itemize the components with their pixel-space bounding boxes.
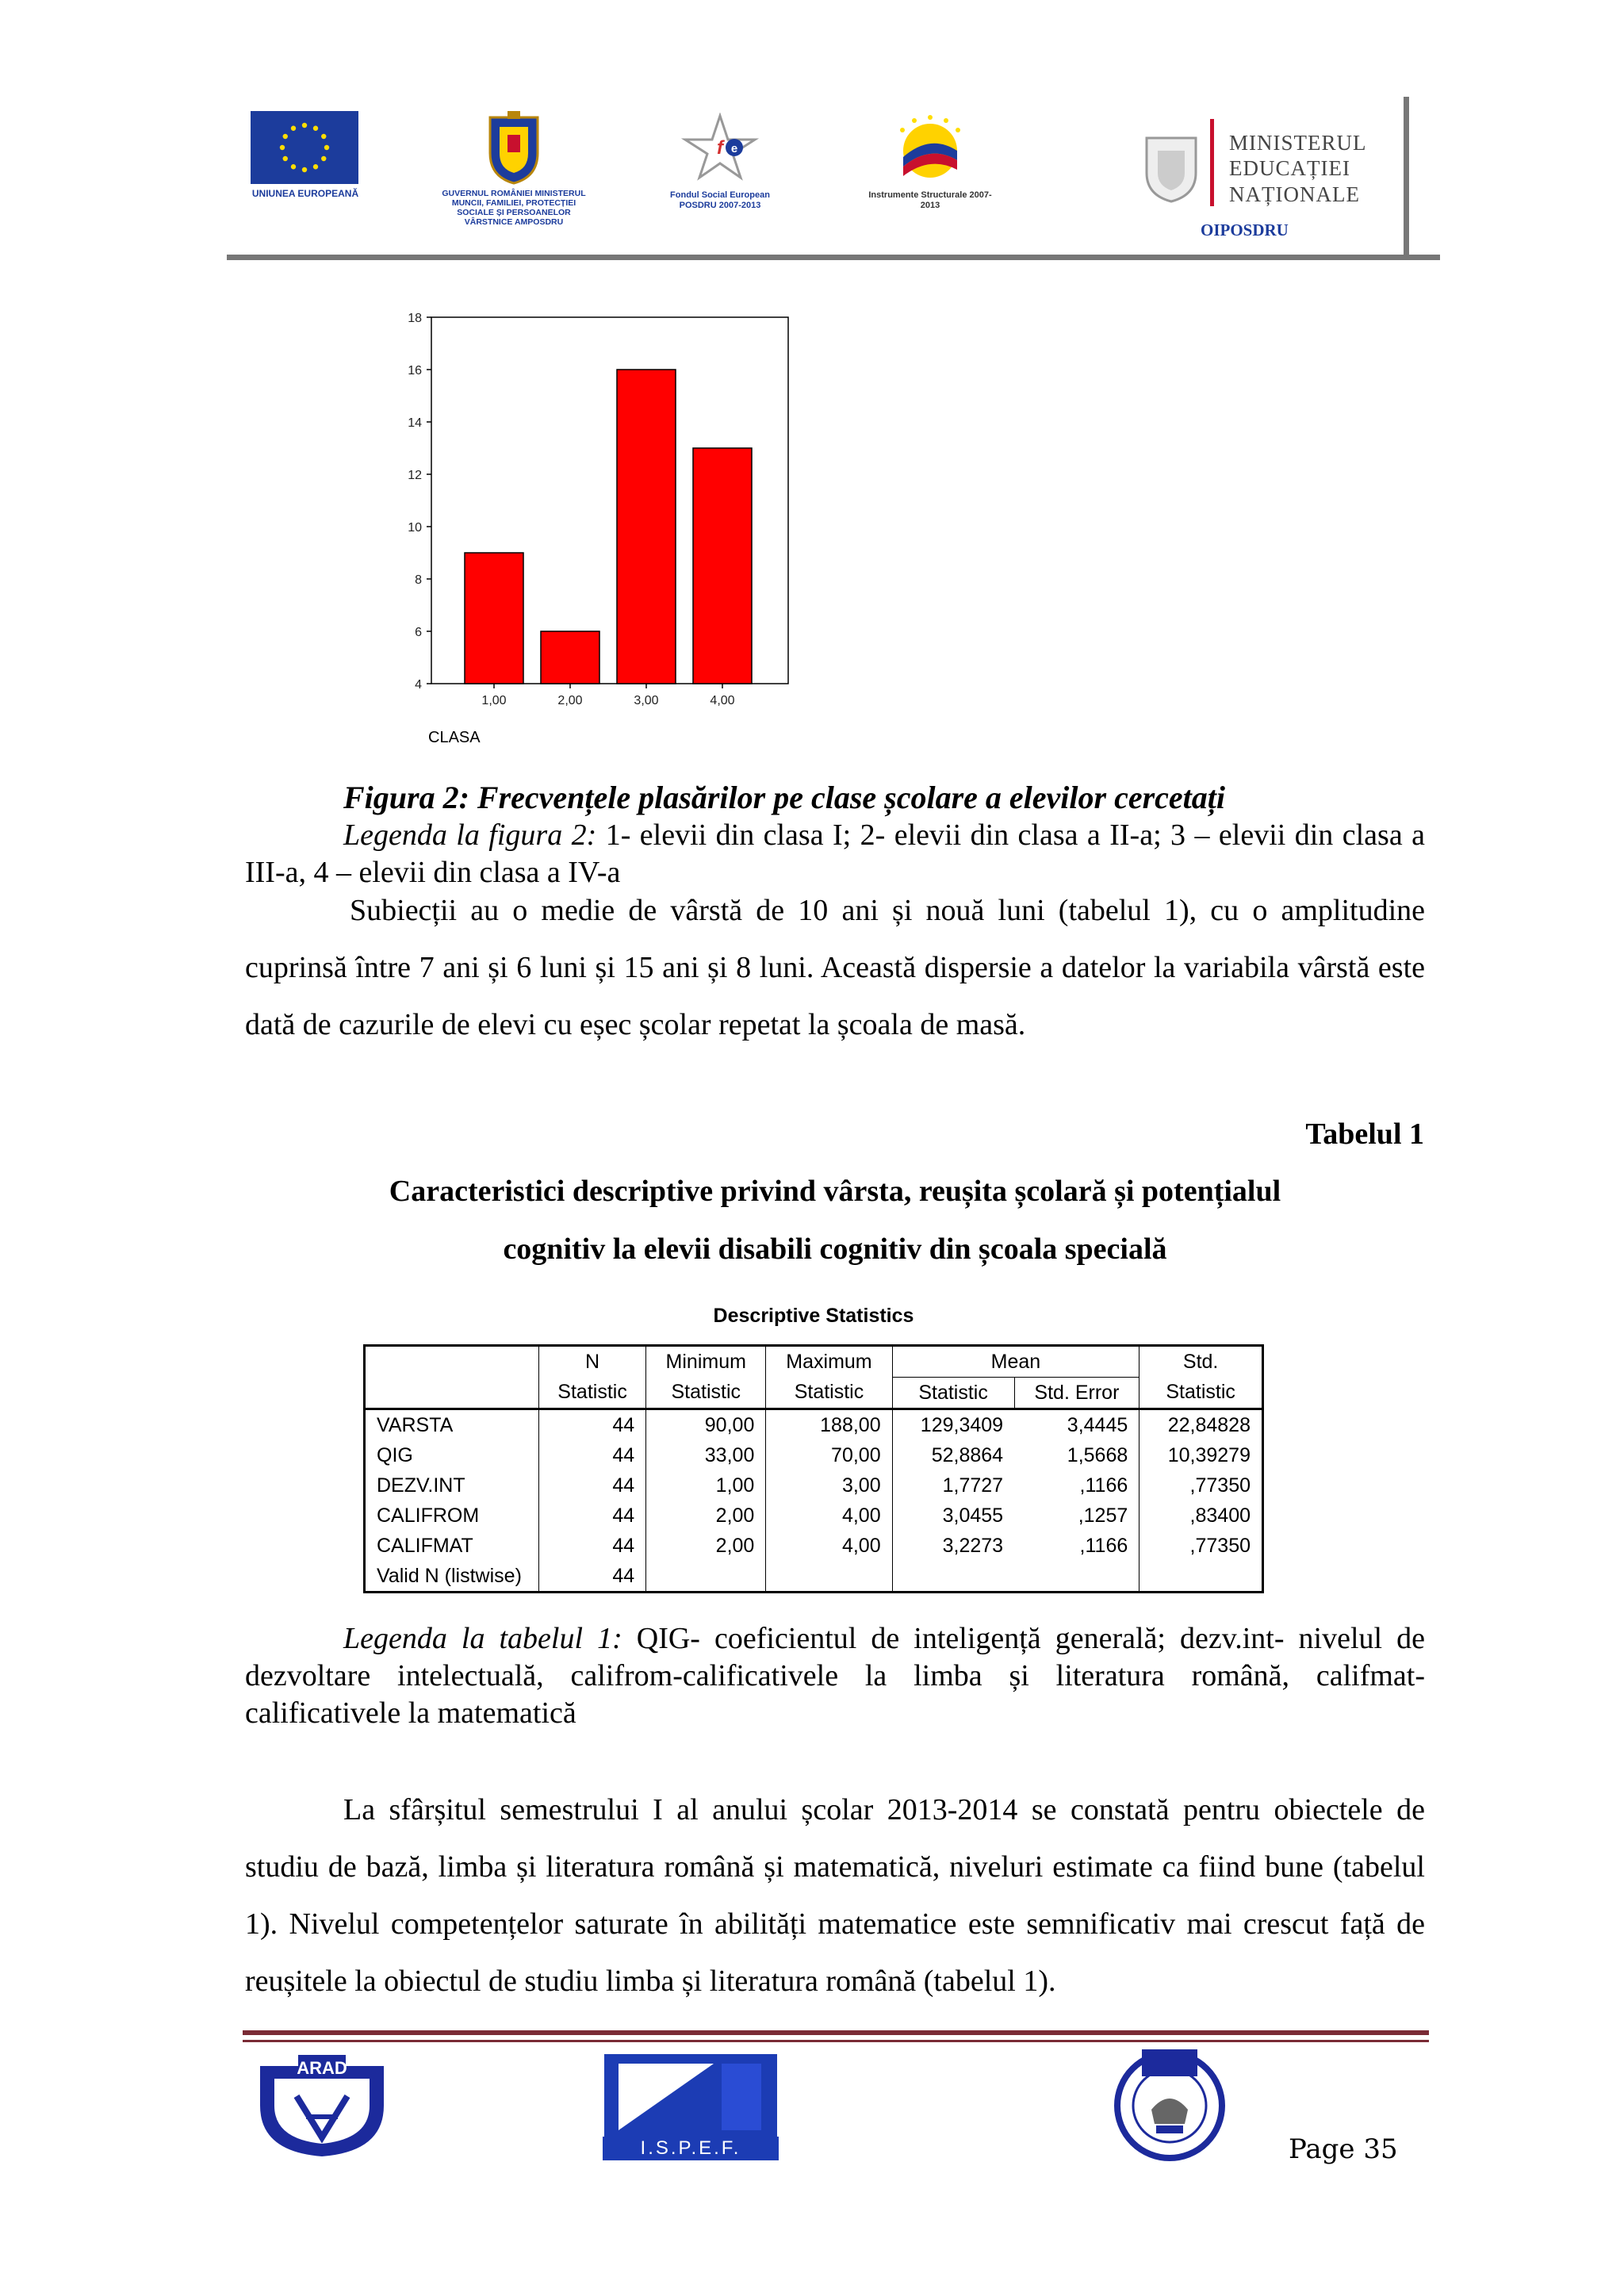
table-row: [365, 1501, 1263, 1531]
row-label: QIG: [365, 1440, 539, 1470]
eu-star: [321, 156, 326, 161]
table-row: [365, 1409, 1263, 1441]
subheader-cell: Statistic: [766, 1378, 892, 1409]
fse-logo: [680, 113, 760, 181]
paragraph-2: La sfârșitul semestrului I al anului școlar 2013-2014 se constată pentru obiectele de studiu de bază, limba și literatura română și matematică, niveluri estimate ca fiind bune (tabelul 1). Nivelul competențelor saturate în abilități matematice este semnificativ mai crescut față de reușitele la obiectul de studiu limba și literatura română (tabelul 1).: [245, 1793, 1425, 1998]
eu-star: [283, 156, 288, 161]
y-tick-label: 12: [408, 469, 422, 482]
x-axis-label: CLASA: [428, 729, 481, 746]
table-title-line-2: cognitiv la elevii disabili cognitiv din școala specială: [503, 1232, 1167, 1266]
table-cell: 4,00: [766, 1531, 892, 1561]
subheader-cell: Statistic: [646, 1378, 766, 1409]
table-cell: ,77350: [1139, 1470, 1263, 1501]
instrumente-caption: Instrumente Structurale 2007-2013: [868, 190, 992, 210]
bar: [541, 631, 599, 684]
page-number: Page 35: [1289, 2133, 1398, 2165]
ministry-name: [1229, 130, 1367, 207]
alba-iulia-university-logo: [1086, 2046, 1253, 2165]
x-tick-label: 1,00: [481, 694, 507, 707]
row-label: CALIFMAT: [365, 1531, 539, 1561]
x-tick-label: 2,00: [557, 694, 583, 707]
table-row: [365, 1470, 1263, 1501]
table-cell: 2,00: [646, 1531, 766, 1561]
eu-star: [313, 164, 318, 169]
table-row: [365, 1531, 1263, 1561]
header-empty: [365, 1346, 539, 1409]
eu-stars-icon: [251, 111, 358, 184]
eu-star: [291, 164, 296, 169]
table-cell: ,1257: [1014, 1501, 1139, 1531]
table-title-line-1: Caracteristici descriptive privind vârsta, reușita școlară și potențialul: [389, 1175, 1281, 1208]
table-cell: ,1166: [1014, 1531, 1139, 1561]
footer-rule-thin: [243, 2040, 1429, 2042]
table-cell: 44: [539, 1470, 646, 1501]
table-cell: [892, 1561, 1014, 1593]
table-cell: 3,00: [766, 1470, 892, 1501]
y-tick-label: 18: [408, 312, 422, 325]
header-n: N: [539, 1346, 646, 1378]
subheader-cell: Statistic: [1139, 1378, 1263, 1409]
header-minimum: Minimum: [646, 1346, 766, 1378]
table-legend-text: QIG- coeficientul de inteligență generală; dezv.int- nivelul de dezvoltare intelectuală, califrom-calificativele la limba și literatura română, califmat-calificativele la matematică: [245, 1622, 1425, 1730]
ministry-divider: [1210, 119, 1214, 206]
header-maximum: Maximum: [766, 1346, 892, 1378]
table-cell: 129,3409: [920, 1413, 1004, 1436]
eu-star: [313, 126, 318, 131]
table-cell: 10,39279: [1139, 1440, 1263, 1470]
header-std: Std.: [1139, 1346, 1263, 1378]
ministry-line-1: MINISTERUL: [1229, 131, 1367, 155]
table-cell: 3,2273: [942, 1534, 1004, 1557]
paragraph-1: Subiecții au o medie de vârstă de 10 ani și nouă luni (tabelul 1), cu o amplitudine cuprinsă între 7 ani și 6 luni și 15 ani și 8 luni. Această dispersie a datelor la variabila vârstă este dată de cazurile de elevi cu eșec școlar repetat la școala de masă.: [245, 894, 1425, 1041]
table-cell: 1,7727: [942, 1474, 1004, 1497]
fse-caption: Fondul Social European POSDRU 2007-2013: [670, 190, 770, 210]
table-cell: 22,84828: [1139, 1409, 1263, 1441]
eu-star: [302, 123, 307, 128]
table-cell: [1139, 1561, 1263, 1593]
x-tick-label: 3,00: [634, 694, 659, 707]
ministry-sub: OIPOSDRU: [1201, 220, 1289, 240]
eu-star: [324, 145, 329, 150]
header-mean: Mean: [892, 1346, 1139, 1378]
svg-text:f: f: [717, 137, 723, 159]
table-cell: 1,5668: [1014, 1440, 1139, 1470]
table-cell: ,77350: [1139, 1531, 1263, 1561]
table-row: [365, 1561, 1263, 1593]
figure-legend: [245, 817, 1425, 891]
svg-text:e: e: [730, 142, 738, 155]
header-vertical-rule: [1404, 97, 1409, 255]
table-cell: 44: [539, 1561, 646, 1593]
table-cell: 2,00: [646, 1501, 766, 1531]
eu-star: [302, 167, 307, 172]
row-label: Valid N (listwise): [365, 1561, 539, 1593]
table-header-row: [365, 1346, 1263, 1378]
eu-star: [283, 134, 288, 139]
subheader-cell: Statistic: [892, 1378, 1014, 1409]
y-tick-label: 4: [415, 678, 422, 692]
table-legend-label: Legenda la tabelul 1:: [343, 1622, 622, 1655]
table-cell: ,83400: [1139, 1501, 1263, 1531]
figure-legend-text: 1- elevii din clasa I; 2- elevii din clasa a II-a; 3 – elevii din clasa a III-a, 4 – elevii din clasa a IV-a: [245, 818, 1425, 889]
instrumente-structurale-logo: [887, 109, 974, 189]
row-label: VARSTA: [365, 1409, 539, 1441]
footer-rule-thick: [243, 2030, 1429, 2035]
table-cell: 90,00: [646, 1409, 766, 1441]
bar-chart: [396, 301, 841, 761]
table-cell: 44: [539, 1409, 646, 1441]
table-cell: 44: [539, 1531, 646, 1561]
descriptive-statistics-table: [363, 1344, 1264, 1593]
eu-star: [321, 134, 326, 139]
table-cell: ,1166: [1014, 1470, 1139, 1501]
gov-romania-logo: [484, 109, 544, 185]
table-cell: 44: [539, 1501, 646, 1531]
table-cell: 70,00: [766, 1440, 892, 1470]
bar: [617, 370, 676, 684]
table-cell: 188,00: [766, 1409, 892, 1441]
spss-table-title: Descriptive Statistics: [713, 1305, 914, 1327]
y-tick-label: 14: [408, 416, 422, 430]
table-label: Tabelul 1: [1305, 1117, 1424, 1151]
ministry-crest-icon: [1139, 128, 1204, 204]
bar: [465, 553, 523, 684]
x-tick-label: 4,00: [710, 694, 735, 707]
subheader-cell: Statistic: [539, 1378, 646, 1409]
table-cell: 1,00: [646, 1470, 766, 1501]
table-cell: 33,00: [646, 1440, 766, 1470]
table-cell: 3,0455: [942, 1504, 1004, 1527]
y-tick-label: 16: [408, 364, 422, 378]
y-tick-label: 10: [408, 521, 422, 535]
arad-text: ARAD: [297, 2058, 347, 2078]
table-legend: [245, 1620, 1425, 1732]
gov-caption: GUVERNUL ROMÂNIEI MINISTERUL MUNCII, FAMILIEI, PROTECȚIEI SOCIALE ȘI PERSOANELOR VÂRSTNICE AMPOSDRU: [442, 189, 586, 228]
table-cell: [1014, 1561, 1139, 1593]
table-row: [365, 1440, 1263, 1470]
figure-caption: Figura 2: Frecvențele plasărilor pe clase școlare a elevilor cercetați: [343, 780, 1225, 815]
table-cell: 3,4445: [1014, 1409, 1139, 1441]
y-tick-label: 8: [415, 573, 422, 587]
ispef-text: I.S.P.E.F.: [603, 2137, 779, 2160]
table-cell: 52,8864: [931, 1443, 1004, 1466]
header: [0, 0, 1624, 270]
eu-star: [291, 126, 296, 131]
figure-legend-label: Legenda la figura 2:: [343, 818, 597, 852]
row-label: CALIFROM: [365, 1501, 539, 1531]
ministry-line-2: EDUCAȚIEI: [1229, 156, 1350, 181]
eu-star: [280, 145, 285, 150]
table-cell: [646, 1561, 766, 1593]
bar: [693, 448, 752, 684]
header-rule: [227, 255, 1440, 260]
subheader-cell: Std. Error: [1014, 1378, 1139, 1409]
arad-university-logo: [251, 2050, 393, 2161]
table-cell: 4,00: [766, 1501, 892, 1531]
row-label: DEZV.INT: [365, 1470, 539, 1501]
ministry-line-3: NAȚIONALE: [1229, 182, 1360, 206]
table-cell: [766, 1561, 892, 1593]
table-cell: 44: [539, 1440, 646, 1470]
y-tick-label: 6: [415, 626, 422, 639]
eu-caption: UNIUNEA EUROPEANĂ: [251, 188, 359, 199]
eu-logo: [251, 111, 358, 184]
ispef-logo: [603, 2053, 779, 2160]
